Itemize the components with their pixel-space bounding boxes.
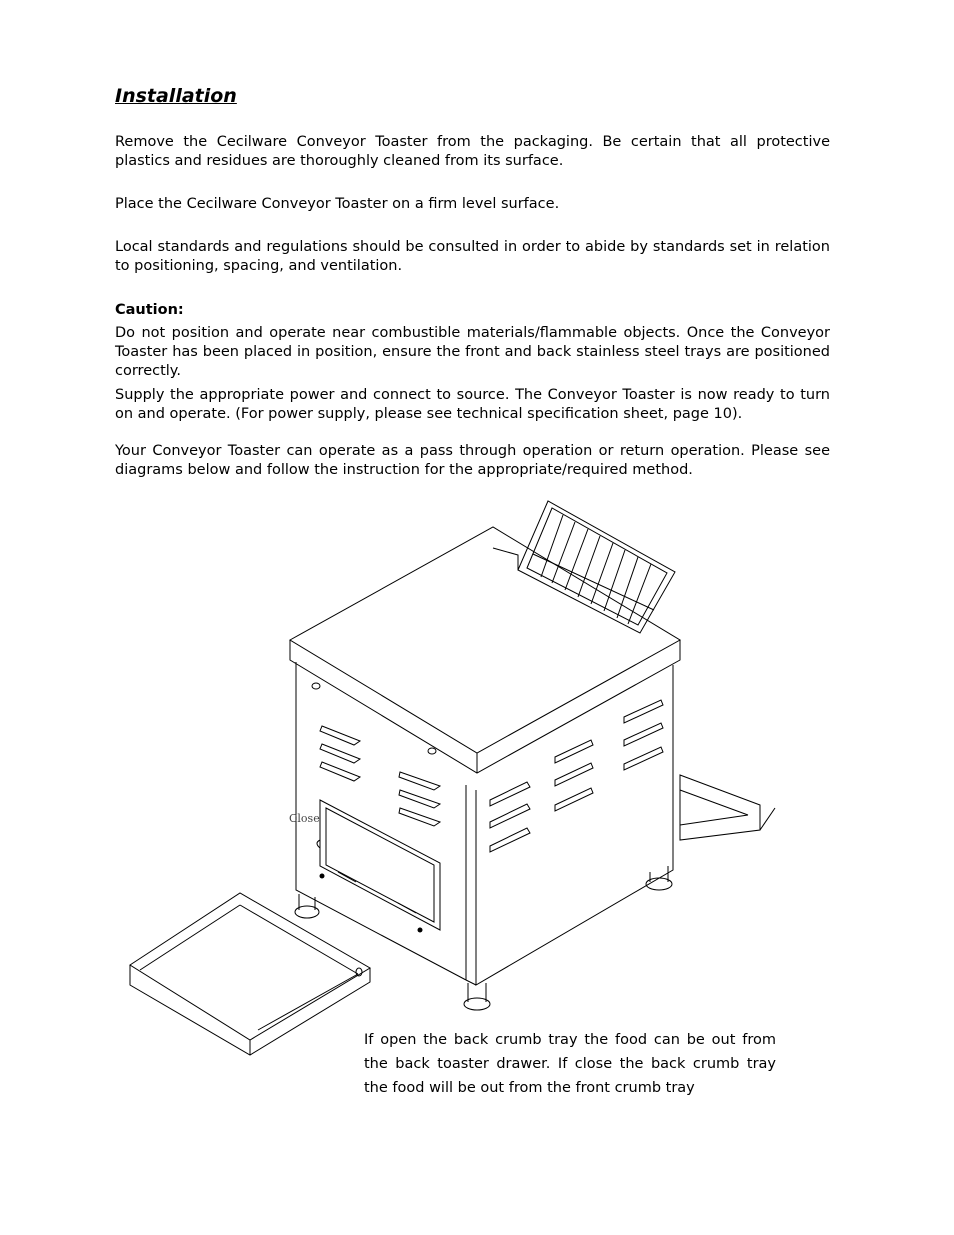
toaster-body (296, 662, 673, 985)
paragraph-power-supply: Supply the appropriate power and connect to source. The Conveyor Toaster is now ready to turn on and operate. (For power supply, please see technical specification sheet, page 10). (115, 387, 830, 422)
diagram-caption: If open the back crumb tray the food can be out from the back toaster drawer. If close the back crumb tray the food will be out from the front crumb tray (364, 1032, 776, 1096)
paragraph-caution: Do not position and operate near combustible materials/flammable objects. Once the Conveyor Toaster has been placed in position, ensure the front and back stainless steel trays are positioned correctly. (115, 325, 830, 379)
right-side-vents (490, 700, 663, 852)
toaster-top-lid (290, 527, 680, 773)
front-crumb-door (317, 800, 440, 933)
paragraph-remove-packaging: Remove the Cecilware Conveyor Toaster from the packaging. Be certain that all protective plastics and residues are thoroughly cleaned from its surface. (115, 134, 830, 169)
front-crumb-tray (130, 893, 370, 1055)
paragraph-local-standards: Local standards and regulations should be consulted in order to abide by standards set in relation to positioning, spacing, and ventilation. (115, 239, 830, 274)
back-crumb-tray (680, 775, 775, 840)
section-heading: Installation (115, 85, 237, 107)
paragraph-place-surface: Place the Cecilware Conveyor Toaster on a firm level surface. (115, 196, 560, 212)
close-label: Close (289, 812, 320, 825)
back-tray-rack (493, 501, 675, 633)
toaster-feet (295, 866, 672, 1010)
caution-label: Caution: (115, 302, 184, 318)
left-side-vents (320, 726, 440, 826)
paragraph-operation-modes: Your Conveyor Toaster can operate as a pass through operation or return operation. Please see diagrams below and follow the instruction for the appropriate/required method. (115, 443, 830, 478)
